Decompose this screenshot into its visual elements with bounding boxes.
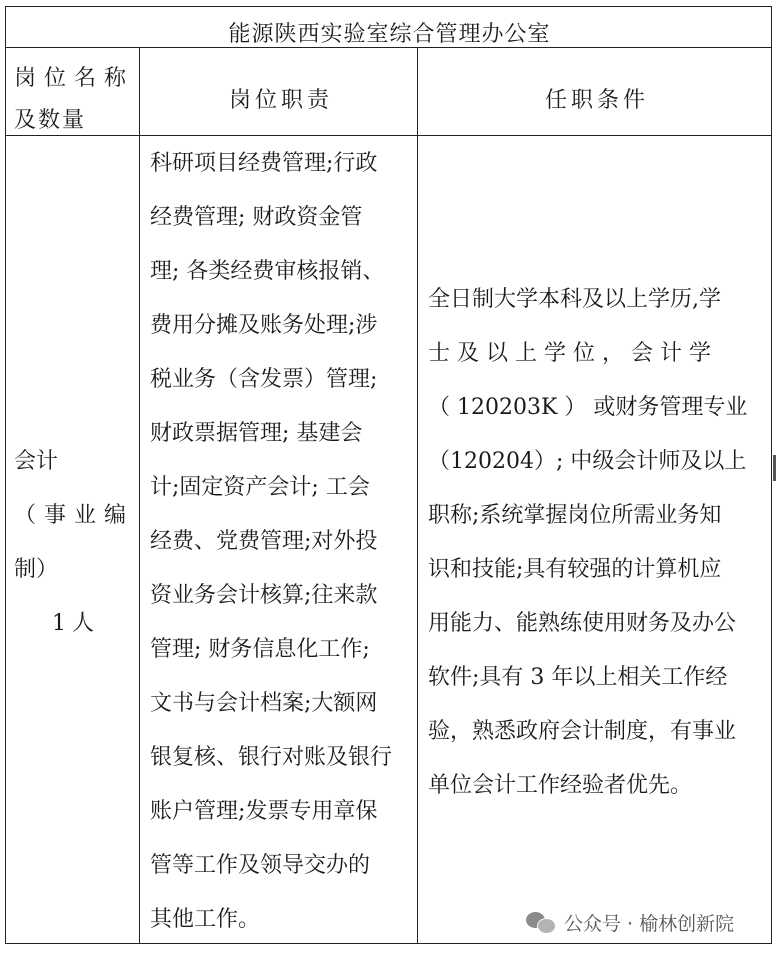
header-position-line1: 岗位名称 (14, 66, 135, 91)
header-duties: 岗位职责 (229, 88, 334, 113)
requirement-line: 全日制大学本科及以上学历,学 (428, 287, 721, 312)
duty-line: 计;固定资产会计; 工会 (150, 475, 370, 500)
requirement-line: 识和技能;具有较强的计算机应 (428, 557, 722, 582)
requirement-line: 士 及 以 上 学 位 ， 会 计 学 (428, 341, 711, 366)
position-name: 会计 (14, 449, 59, 474)
duty-line: 科研项目经费管理;行政 (150, 151, 378, 176)
header-divider (6, 135, 771, 136)
duty-line: 资业务会计核算;往来款 (150, 583, 378, 608)
watermark (520, 906, 740, 938)
duty-line: 税业务（含发票）管理; (150, 367, 378, 392)
recruitment-table (5, 6, 772, 944)
duty-line: 银复核、银行对账及银行 (150, 745, 393, 770)
requirement-line: （120204）; 中级会计师及以上 (428, 449, 747, 474)
duty-line: 管等工作及领导交办的 (150, 853, 371, 878)
duty-line: 文书与会计档案;大额网 (150, 691, 378, 716)
duty-line: 经费、党费管理;对外投 (150, 529, 378, 554)
position-type-line2: 制） (14, 557, 59, 582)
duty-line: 财政票据管理; 基建会 (150, 421, 363, 446)
position-count: 1人 (52, 611, 100, 636)
table-title: 能源陕西实验室综合管理办公室 (228, 22, 551, 47)
wechat-icon (526, 910, 556, 934)
watermark-text: 公众号 · 榆林创新院 (564, 912, 735, 935)
position-type-line1: （事业编 (14, 503, 135, 528)
requirement-line: 职称;系统掌握岗位所需业务知 (428, 503, 722, 528)
header-position-line2: 及数量 (14, 108, 87, 133)
requirement-line: 单位会计工作经验者优先。 (428, 773, 693, 798)
requirement-line: 验，熟悉政府会计制度，有事业 (428, 719, 737, 744)
duty-line: 经费管理; 财政资金管 (150, 205, 363, 230)
duty-line: 管理; 财务信息化工作; (150, 637, 370, 662)
header-requirements: 任职条件 (545, 88, 650, 113)
duty-line: 账户管理;发票专用章保 (150, 799, 378, 824)
duty-line: 其他工作。 (150, 907, 261, 932)
col-divider-1 (139, 47, 140, 943)
duty-line: 理; 各类经费审核报销、 (150, 259, 385, 284)
requirement-line: 软件;具有 3 年以上相关工作经 (428, 665, 728, 690)
col-divider-2 (417, 47, 418, 943)
requirement-line: 用能力、能熟练使用财务及办公 (428, 611, 737, 636)
requirement-line: （ 120203K ） 或财务管理专业 (428, 395, 748, 420)
title-divider (6, 47, 771, 48)
duty-line: 费用分摊及账务处理;涉 (150, 313, 378, 338)
